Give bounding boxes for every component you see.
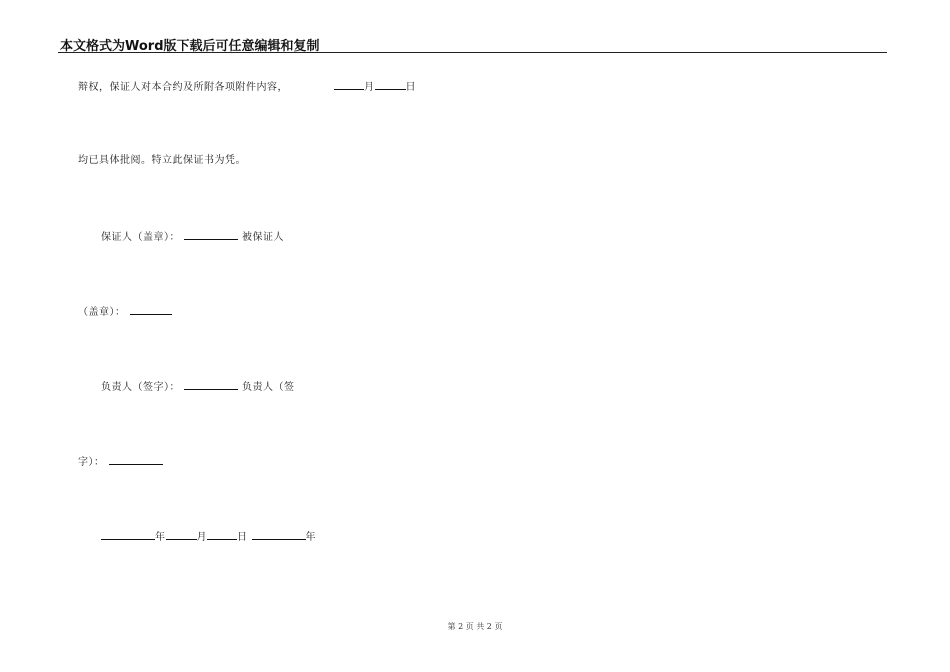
responsible-sign-label: 负责人（签字）： [101,382,180,393]
year-blank-2 [252,529,306,540]
month-label: 月 [196,532,207,543]
guaranteed-seal-blank [130,304,172,315]
text-line-3 [101,229,284,245]
month-blank-2 [166,529,197,540]
page-header-title: 本文格式为Word版下载后可任意编辑和复制 [60,39,320,54]
text-line-4 [78,304,172,320]
year-label-2: 年 [305,532,316,543]
year-label: 年 [155,532,166,543]
sign-label-cont: 字）： [78,457,105,468]
text-line-7 [101,529,316,545]
day-label: 日 [237,532,248,543]
header-divider [58,52,887,53]
page-footer: 第 2 页 共 2 页 [447,622,503,631]
month-blank [334,79,364,90]
line2-text: 均已具体批阅。特立此保证书为凭。 [78,155,246,166]
line1-text: 辩权，保证人对本合约及所附各项附件内容， [78,82,288,93]
text-line-2 [78,154,246,168]
year-blank [101,529,155,540]
sign-blank [109,454,163,465]
guarantor-seal-label: 保证人（盖章）： [101,232,180,243]
guaranteed-seal-label: （盖章）： [78,307,126,318]
guaranteed-party-label: 被保证人 [242,232,284,243]
text-line-5 [101,379,295,395]
text-line-6 [78,454,163,470]
day-blank-2 [207,529,237,540]
line1-day-label: 日 [405,82,416,93]
responsible-sign-blank [184,379,238,390]
responsible-sign-label-2: 负责人（签 [242,382,295,393]
day-blank [375,79,406,90]
line1-month-label: 月 [364,82,375,93]
guarantor-seal-blank [184,229,238,240]
text-line-1 [78,79,416,95]
